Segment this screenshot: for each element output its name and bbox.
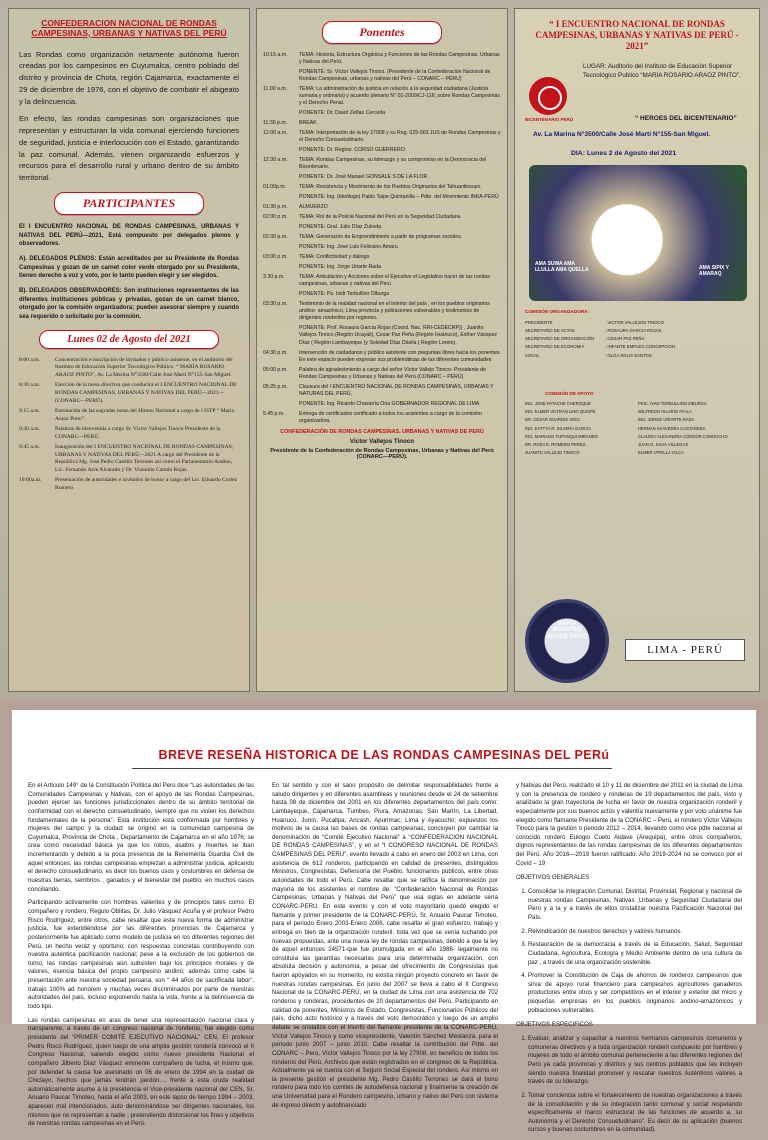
list-item: 1. Consolidar la integración Comunal, Distrital, Provincial, Regional y nacional de nuestras rondas Campesinas, Nativas ,Urbanas y Seguridad Ciudadana del Perú y a la y a través de ellos cristalizar nuestra Pacificación Nacional del País. <box>528 888 742 923</box>
history-column-1 <box>28 782 254 1134</box>
ponente-row <box>263 367 501 381</box>
history-column-3 <box>516 782 742 1140</box>
apoyo-member: JUANITO VALLEJO TINOCO <box>525 450 580 456</box>
ponente-text: TEMA: Resistencia y Movimiento de los Pueblos Originarios del Tahuantinsuyo. <box>299 184 482 191</box>
ponente-time <box>263 224 299 231</box>
schedule-text: Presentación de autoridades e invitados de honor a cargo del Lic. Eduardo Cortez Romero <box>55 477 238 492</box>
schedule-text: Entonación de las sagradas notas del Himno Nacional a cargo de l ISTP “ María Araoz Pinto”. <box>55 408 234 422</box>
ponente-time: 3.30 p.m. <box>263 274 285 281</box>
schedule-row <box>19 357 239 380</box>
ponente-text: TEMA: Conflictividad y diálogo <box>299 254 370 261</box>
schedule-time: 9:45 a.m. <box>19 444 40 451</box>
ponente-time <box>263 401 299 408</box>
ponente-text: BREAK <box>299 120 317 127</box>
ponente-row <box>263 401 501 408</box>
schedule-time: 8:30 a.m. <box>19 382 40 389</box>
ponente-time <box>263 147 299 154</box>
ponente-text: PONENTE: Dr. José Manuel GONSALE S DE LA FLOR . <box>299 174 431 181</box>
comision-member: : OLGA SOLIS SANTOS . <box>605 352 655 358</box>
apoyo-member: DR. ROSA E. ROMERO PEREZ. <box>525 441 587 447</box>
footer-president-name: Víctor Vallejos Tinoco <box>349 437 415 445</box>
comision-role: SECRETARIO DE ORGANIZACIÓN <box>525 336 595 342</box>
participantes-paragraph-1: El I ENCUENTRO NACIONAL DE RONDAS CAMPESINAS, URBANAS Y NATIVAS DEL PERÚ—2021, Está compuesto por delegados plenos y observadores. <box>19 223 239 248</box>
schedule-row <box>19 444 239 474</box>
ponente-time: 11:30 p.m. <box>263 120 288 127</box>
apoyo-list <box>525 400 751 457</box>
objetivos-generales-heading: OBJETIVOS GENERALES <box>516 874 590 882</box>
ponente-row <box>263 174 501 181</box>
ponente-text: PONENTE: Ing. Jorge Uriarte Rada <box>299 264 381 271</box>
list-item: 2. Tomar conciencia sobre el fortalecimiento de nuestras organizaciones a través de la consolidación y de su integración tanto comunal y social respetando específicamente el marco estructural de las funciones de acuerdo a, su Autonomía y el Derecho Consuetudinario”. Es decir de su aplicación (buenos cursos y buenas costumbres en la comunidad). <box>528 1092 742 1135</box>
schedule-text: Inauguración del I ENCUENTRO NACIONAL DE RONDAS CAMPESINAS, URBANAS Y NATIVAS DEL PERÚ—2021 A cargo del Presidente de la República Mg. José Pedro Castillo Terrones así como el Parlamentario Andino, Lic. Fernando Arce Alvarado y Dr. Vianuldo Camón Rojas. <box>55 444 234 473</box>
history-column-2 <box>272 782 498 1115</box>
ponente-row <box>263 120 501 127</box>
footer-president-role: Presidente de la Confederación de Rondas Campesinas, Urbanas y Nativas del Perú (CONARC—PERÚ). <box>270 447 494 460</box>
comision-list <box>525 319 751 360</box>
ponente-time: 11:00 a.m. <box>263 86 288 93</box>
panel-right <box>514 8 760 692</box>
venue-address: Av. La Marina N°3500/Calle José Martí N°155-San Miguel. <box>533 131 711 138</box>
apoyo-heading: COMISIÓN DE APOYO <box>545 391 594 396</box>
ponente-row <box>263 69 501 83</box>
history-card <box>12 710 756 1134</box>
ponente-row <box>263 274 501 288</box>
intro-paragraph-1: Las Rondas como organización netamente autónoma fueron creadas por los campesinos en Cuyumalca, centro poblado del distrito y provincia de Chota, región Cajamarca, exactamente el 29 de diciembre de 1976, con el objetivo de combatir el abigeato y la delincuencia. <box>19 49 239 106</box>
list-item: 3. Restauración de la democracia a través de la Educación, Salud, Seguridad Ciudadana, Agricultura, Ecología y Medio Ambiente dentro de una cultura de paz , a través de una organización sostenible. <box>528 941 742 967</box>
schedule-row <box>19 382 239 405</box>
participantes-heading: PARTICIPANTES <box>54 192 204 215</box>
comision-role: SECRETARIO DE ECONOMIA <box>525 344 585 350</box>
ponente-row <box>263 110 501 117</box>
ponente-time <box>263 110 299 117</box>
ponente-text: PONENTE: Ing. (Ideólogo) Pablo Taipe Quintanilla – Pdte. del Movimiento INKA-PERÚ <box>299 194 499 201</box>
ponente-text: TEMA: Generación de Emprendimiento a partir de programas sociales. <box>299 234 463 241</box>
ponente-text: PONENTE: Ing. Ricardo Chavarria Oria GOBERNADOR REGIONAL DE LIMA <box>299 400 480 407</box>
list-item: 1. Evaluar, analizar y capacitar a nuestros hermanos campesinos comuneros y comuneras directivos y a toda organización ronderil compuesto por hombres y mujeres de todo el ámbito comunal perteneciente a las diferentes regiones del Perú ya cada provincias y distritos y sus centros poblados que las incluyen siendo nuestra finalidad promover y rescatar nuestros Auténticos valores a través de su liderazgo. <box>528 1035 742 1087</box>
apoyo-member: ING. MARIANO YUPANQUI MIRANDO <box>525 433 598 439</box>
ponente-text: TEMA: Rol de la Policía Nacional del Perú en la Seguridad Ciudadana <box>299 214 461 221</box>
ponente-text: Palabra de agradecimiento a cargo del señor Víctor Vallejo Tinoco- Presidente de Rondas Campesinas y Urbanas y Nativas del Perú (CONARC – PERÚ) <box>299 366 487 380</box>
schedule-text: Concentración e inscripción de invitados y público asistente, en el auditorio del Instituto de Educación Superior Tecnológico Público. “ MARÍA ROSARIO ARAOZ PINTO”, Av. La Marina N°3500/Calle José Martí N°155-San Miguel. <box>55 356 233 378</box>
comision-member: : VICTOR VALLEJOS TINOCO <box>605 320 664 325</box>
ponente-row <box>263 214 501 221</box>
ponente-time <box>263 291 299 298</box>
apoyo-member: DR. CÉSAR GUARDIS VIGO. <box>525 417 581 423</box>
ponente-time: 01:00p.m. <box>263 184 287 191</box>
ponente-time <box>263 325 299 346</box>
comision-row <box>525 327 751 335</box>
ponente-time <box>263 69 299 83</box>
ponente-text: TEMA: Rondas Campesinas, su liderazgo y su compromiso en la Democracia del Bicentenario. <box>299 157 487 171</box>
bicentenario-logo-icon <box>529 77 567 115</box>
ponente-row <box>263 264 501 271</box>
schedule-row <box>19 408 239 423</box>
comision-row <box>525 343 751 351</box>
list-item: 2. Reivindicación de nuestros derechos y valores humanos. <box>528 928 742 937</box>
ponente-time: 03:00 p.m. <box>263 254 288 261</box>
comision-member: : ROSAURA GARCIA ROJAS <box>605 328 662 334</box>
ponente-row <box>263 325 501 346</box>
participantes-block <box>19 223 239 322</box>
footer-org-name: CONFEDERACIÓN DE RONDAS CAMPESINAS, URBANAS Y NATIVAS DE PERÚ <box>280 428 484 435</box>
objetivos-especificos-list <box>516 1035 742 1135</box>
ponente-text: TEMA: Articulación y Acciones sobre el Ejecutivo el Legislativo hacer de las rondas campesinas, urbanas y nativas del Perú <box>299 274 490 288</box>
schedule-row <box>19 426 239 441</box>
apoyo-member: ELMER UTRILLA VILCA <box>638 450 684 456</box>
ponente-row <box>263 157 501 171</box>
ponente-text: PONENTE: Prof. Rosaura García Rojas (Coord. Nac. RRI-CEDECRP)) , Juanito Vallejos Tinoco (Región Ucayali), Cesar Paz Peña (Región Huánuco), Esther Vásquez Díaz ( Región Lambayeque )y Soledad Díaz Dávila ( Región Loreto). <box>299 325 497 346</box>
comision-row <box>525 319 751 327</box>
institute-logo-icon <box>525 599 609 683</box>
comision-heading: COMISIÓN ORGANIZADORA: <box>525 309 590 314</box>
ponente-time: 05:00 p.m. <box>263 366 288 373</box>
ponente-row <box>263 204 501 211</box>
panel-left <box>8 8 250 692</box>
apoyo-member: JUAN G. SILVA VILLEGAS <box>638 441 689 447</box>
schedule-text: Palabras de bienvenida a cargo Sr. Víctor Vallejos Tinoco Presidente de la CONARC—PERÚ. <box>55 426 221 440</box>
ponentes-heading: Ponentes <box>322 21 442 44</box>
history-paragraph: En tal sentido y con el sano propósito de delimitar responsabilidades frente a saludo dirigentes y en diferentes asambleas y reuniones desde el 24 de setiembre hasta 08 de diciembre del 2001 en los diferentes departamentos del país como: Lambayeque, Cajamarca, Tumbes, Piura, Amazonas, San Martín, La Libertad, Huánuco, Junín, Pucallpa, Ancash, Apurímac, Lima y Ayacucho; expuestos los motivos de la causa las bases de rondas campesinas, concluyen por cambiar la denominación de “Comité Ejecutivo Nacional” a “CONFEDERACION NACIONAL DE RONDAS CAMPESINAS”, y en el “I CONGRESO NACIONAL DE RONDAS CAMPESINAS DEL PERÚ”, evento llevado a cabo en enero del 2003 en Lima, con asistencia de 612 ronderos, participando en calidad de presentes, distinguidos Ministros, Congresistas, Defensoría del Pueblo, funcionarios públicos, entre otras autoridades de todo el Perú. Cabe resaltar que se ratifica la denominación por mayoría de los asistentes el nombre de: “Confederación Nacional de Rondas Campesinas, Urbanas y Nativas del Perú” que usa siglas en adelante sería CONARC-PERU. En este evento y con el voto mayoritario quedó elegido el flamante y primer presidente de la CONARC-PERÚ, Sr. Anuario Paucar Timoteo, para el periodo Enero 2003-Enero 2006, cabe resaltar el gran esfuerzo, trabajo y entrega en bien de la organización ronderil, toda vez que se venía luchando por nuevas propuestas, ante una nueva ley de rondas campesinas, debido a que la ley de aquel entonces 24571-que fue promulgada en el año 1986- legalmente no constituía las garantías necesarias para una determinada organización, con absoluta decisión y autonomía, a pesar del ofrecimiento de Congresistas que fueron apoyados en su momento, no existía ningún proyecto concreto en favor de nuestras rondas campesinas. En junio del 2007 se lleva a cabo el II Congreso Nacional de la CONARC-PERÚ, en la ciudad de Lima con una asistencia de 702 ronderos y ronderas, procedentes de 20 departamentos del Perú. Participando en calidad de ponentes, Ministros de Estado, Congresistas, Funcionarios Públicos del país, dicho acto histórico y a través del voto democrático y luego de un amplio debate se cristaliza con el triunfo del flamante presidente de la CONARC-PERÚ, Víctor Vallejos Tinoco y como vicepresidente, Valentín Sánchez Mestanza, para el periodo junio 2007 – junio 2010. Cabe resaltar la contribución del Pdte. del CONARC – Perú, Víctor Vallejos Tinoco por la ley 27908, en beneficio de todos los ronderos del Perú. Archivos que están registrados en el congreso de la República. Actualmente ya se cuenta con el Seguro Social Especial del rondero. Así mismo en la presente gestión el presidente Mg. Pedro Castillo Terrones se dará el bono rondero para todo los comités de autodefensa nacional y finalmente la creación de una Universidad para el Rondero campesino, urbano y nativo del Perú con sistema de ingreso directo y autofinanciado <box>272 782 498 1109</box>
schedule-time: 9:30 a.m. <box>19 426 40 433</box>
ponente-time: 03:30 p.m. <box>263 301 288 308</box>
apoyo-member: PSIC. IVAN TERBULLINO ZIBURGA <box>638 401 707 406</box>
emblem-motto-right: AMA SIPIX Y AMARAQ <box>699 265 729 277</box>
panel1-title: CONFEDERACION NACIONAL DE RONDAS CAMPESINAS, URBANAS Y NATIVAS DEL PERÚ <box>31 18 227 38</box>
ponente-row <box>263 147 501 154</box>
schedule-text: Elección de la mesa directiva que conducirá el I ENCUENTRO NACIONAL DE RONDAS CAMPESINAS, URBANAS Y NATIVAS DEL PERÚ—2021— (CONARC—PERÚ). <box>55 382 237 404</box>
ponente-text: Intervención de ciudadanos y público asistente con preguntas libres hacia los ponentes. En este espacio pueden expresar sus problemáticas de las diferentes comunidades <box>299 349 501 363</box>
history-paragraph: En el Artículo 149° de la Constitución Política del Perú dice “Las autoridades de las Comunidades Campesinas y Nativas, con el apoyo de las Rondas Campesinas, pueden ejercer las funciones jurisdiccionales dentro de su ámbito territorial de conformidad con el derecho consuetudinario, siempre que no violen los derechos fundamentales de la persona”. Esta institución está conformada por hombres y mujeres del campo y la ciudad; se originó en la comunidad campesina de Cuyumalca, Provincia de Chota , Departamento de Cajamarca en el año 1976; se crea como necesidad básica ya que los robos, asaltos y muertes se iban incrementando y debido a la poca presencia de la Benemérita Guardia Civil de aquel entonces; las rondas campesinas empiezan a administrar justicia, aplicando el derecho consuetudinario, es decir los buenos usos y costumbres en defensa de nuestras tierras, sembríos , ganados y el bienestar del pueblo; en muchos casos conciliando. <box>28 782 254 893</box>
apoyo-member: WILFREDO HILARIO AYALA <box>638 409 692 415</box>
ponente-text: PONENTE: Sr. Víctor Vallejos Tinoco. (Presidente de la Confederación Nacional de Rondas Campesinas, urbanas y nativas del Perú – CONARC – PERU) <box>299 69 491 83</box>
intro-paragraph-2: En efecto, las rondas campesinas son organizaciones que representan y estructuran la vida comunal ejerciendo funciones de seguridad, justicia e interlocución con el Estado, garantizando la paz comunal. Además, vienen organizando esfuerzos y recursos para el desarrollo rural y urbano dentro de su ámbito territorial. <box>19 114 239 183</box>
ponente-text: Clausura del I ENCUENTRO NACIONAL DE RONDAS CAMPESINAS, URBANAS Y NATURAS DEL PERÚ, <box>299 383 494 397</box>
event-date: DIA: Lunes 2 de Agosto del 2021 <box>571 150 677 157</box>
ponente-text: PONENTE: Ps. Isidr Terbullino Olburga <box>299 291 390 298</box>
apoyo-member: ING. KATTYA R. SILVERA GARCIA <box>525 425 592 431</box>
history-paragraph: Participando activamente con hombres valientes y de principios tales como: El compañero y rondero, Regulo Oblitas, Dr. Julio Vásquez Acuña y el profesor Pedro Risco Rodríguez, entre otros, cabe resaltar que esta nueva forma de administrar justicia, fue extendiéndose por las diferentes provincias de Cajamarca y posteriormente fue aplicado como modelo de justicia en los diferentes regiones del Perú, un hecho veráz y oportuno; con respuestas concretas contribuyendo con nuestra auténtica pacificación nacional; pese a la exclusión de los gobiernos de turno, las rondas campesinas aún subsisten bajo los principios morales y de valores, esencia básica del propio campesino andino; además como cabe la presentación ante nuestra sociedad peruana, son “ 44 años de sacrificada labor”, trabajo 100% ad honorem y muchas veces discriminados por parte de nuestras autoridades del país, incluso exponiendo hasta la vida, frente a la delincuencia de todo tipo. <box>28 899 254 1011</box>
ponente-time: 05:25 p.m. <box>263 383 288 390</box>
ponente-text: Entrega de certificados certificado a todos los asistentes a cargo de la comisión organizadora. <box>299 410 482 424</box>
ponente-row <box>263 244 501 251</box>
ponente-text: ALMUERZO <box>299 204 328 211</box>
comision-member: : INFANTE EMPLEO CONCEPCION <box>605 344 675 350</box>
ponente-time: 10:15 a.m. <box>263 52 288 58</box>
comision-role: SECRETARIO DE ACTAS <box>525 328 575 334</box>
heroes-tagline: “ HEROES DEL BICENTENARIO” <box>635 115 737 122</box>
ponente-time: 02:30 p.m. <box>263 234 288 241</box>
schedule-time: 10:00a.m. <box>19 477 42 484</box>
ponente-time <box>263 244 299 251</box>
ponente-time: 12:30 a.m. <box>263 157 288 164</box>
ponente-row <box>263 291 501 298</box>
history-title: BREVE RESEÑA HISTORICA DE LAS RONDAS CAMPESINAS DEL PERú <box>158 748 610 762</box>
ponente-row <box>263 184 501 191</box>
ponente-text: PONENTE: Ing. José Luis Feliciano Amaru. <box>299 244 400 251</box>
comision-member: : CESAR PAZ PEÑA <box>605 336 645 342</box>
ponente-row <box>263 194 501 201</box>
conarc-emblem-image <box>529 165 747 301</box>
panel1-intro <box>19 49 239 184</box>
ponente-row <box>263 254 501 261</box>
ponente-text: Testimonio de la realidad nacional en el interior del país , en los pueblos originarios andino- amazónico, Lima provincia y poblaciones vulnerables y testimonios de dirigentes ronderiles por regiones. <box>299 301 490 322</box>
schedule-time: 8:00 a.m. <box>19 356 40 363</box>
ponente-row <box>263 52 501 66</box>
ponente-row <box>263 86 501 107</box>
ponente-row <box>263 384 501 398</box>
comision-row <box>525 352 751 360</box>
ponente-row <box>263 350 501 364</box>
ponente-row <box>263 224 501 231</box>
ponente-time: 5.45 p.m. <box>263 410 285 417</box>
morning-schedule <box>19 357 239 493</box>
ponente-time: 02:00 p.m. <box>263 214 288 221</box>
ponente-row <box>263 301 501 322</box>
ponente-row <box>263 234 501 241</box>
panel-middle <box>256 8 508 692</box>
schedule-row <box>19 477 239 492</box>
objetivos-generales-list <box>516 888 742 1015</box>
bicentenario-label: BICENTENARIO PERÚ <box>524 117 573 122</box>
ponente-row <box>263 411 501 425</box>
ponente-row <box>263 130 501 144</box>
participantes-paragraph-3: B). DELEGADOS OBSERVADORES: Son instituciones representantes de las diferentes instituciones públicas y privadas, gozan de un carnet blanco, otorgado por la comisión organizadora; pueden asesorar siempre y cuando sea requerido o solicitado por la comisión. <box>19 288 239 321</box>
apoyo-member: CLAUDIA ALEXANDRA CÓNDOR CONDUCHO <box>638 433 728 439</box>
comision-role: PRESIDENTE <box>525 320 553 325</box>
history-paragraph: Las rondas campesinas en aras de tener una representación nacional clara y transparente, a través de un congreso nacional de ronderos, fue elegido como presidente del “PRIMER COMITÉ EJECUTIVO NACIONAL” CEN. El profesor Pedro Risco Rodríguez, quien luego de una amplia gestión rondería convocó el II Congreso Nacional, saliendo elegido como nuevo presidente Nacional el compañero Jilberto Díaz Vásquez eminente compañero de lucha, el mismo que, por defender la causa fue asesinado un 06 de enero de 1994 en la ciudad de Chiclayo, hechos que jamás tendrán perdón..., frente a esta cruda realidad automáticamente asume a la presidencia el Vice-presidente nacional del CEN, Sr. Anuario Paucar Timoteo, hasta el año 2003, en este lapso de tiempo 1994 – 2003, aparecen mal intencionados, auto denominándose ser dirigentes nacionales, los mismos que no representan a nadie ; pretendiendo distorsionar los fines y objetivos de nuestras rondas campesinas en el Perú. <box>28 1016 254 1128</box>
title-divider <box>132 768 612 769</box>
ponente-text: TEMA: La administración de justicia en relación a la seguridad ciudadana (Justicia sumaria y ordinaria) y acuerdo plenario N° 01-2009/CJ-116; sobre Rondas Campesinas y el Derecho Penal. <box>299 86 500 107</box>
ponente-time <box>263 264 299 271</box>
objetivos-especificos-heading: OBJETIVOS ESPECIFICOS <box>516 1021 593 1029</box>
ponente-text: TEMA: Historia, Estructura Orgánica y Funciones de las Rondas Campesinas, Urbanas y Nativas del Perú. <box>299 52 500 66</box>
lunes-heading: Lunes 02 de Agosto del 2021 <box>39 330 219 349</box>
ponente-time: 04:30 p.m. <box>263 349 288 356</box>
emblem-motto-left: AMA SUWA AMA LLULLA AMA QUELLA <box>535 261 589 273</box>
comision-role: VOCAL <box>525 352 540 358</box>
event-title: “ I ENCUENTRO NACIONAL DE RONDAS CAMPESINAS, URBANAS Y NATIVAS DE PERÚ - 2021” <box>535 19 739 51</box>
institute-logo-text: MARIA ROSARIO ARAOZ PINTO <box>546 621 588 640</box>
ponentes-schedule <box>263 52 501 425</box>
ponente-text: PONENTE: Gral. Julio Díaz Zuloeta <box>299 224 382 231</box>
ponente-text: PONENTE: Dr. Regino. CORSO GUERRERO. <box>299 147 407 154</box>
location-label: LIMA - PERÚ <box>625 639 745 661</box>
comision-row <box>525 335 751 343</box>
apoyo-member: ING. ELMER VILTRAN LINO QUISPE <box>525 409 596 415</box>
list-item: 4. Promover la Constitución de Caja de ahorros de ronderos campesinos que sirva de apoyo rural financiero para campesinos agricultores ganaderos productores entre otros y ser competitivos en el interior y exterior del micro y pequeñas empresas en los pueblos originarios andino-amazónicos y poblaciones vulnerables. <box>528 972 742 1015</box>
venue-text: LUGAR: Auditorio del Instituto de Educación Superior Tecnológico Publico “MARIA ROSARIO ARAOZ PINTO”. <box>583 63 741 79</box>
ponente-time <box>263 174 299 181</box>
history-paragraph: y Nativas del Perú, realizado el 10 y 11 de diciembre del 2011 en la ciudad de Lima y con la presencia de rondero y ronderas de 19 departamentos del país, visto y analizado la gran trayectoria de lucha en favor de nuestra organización ronderil y especialmente por sus buenos actos y valentía nuevamente y por voto unánime fue elegido como flamante Presidente de la CONARC – Perú, el rondero Víctor Vallejos Tinoco para la gestión o periodo 2012 – 2014, llevando como vice pdte nacional al conocido rondero Eulogio Cueto Aldave (Arequipa), entre otros compañeros, dignos representantes de las rondas campesinas de los diferentes departamentos del Perú. Año 2016—2019 fueron ratificado. Año 2019-2024 no se convoco por el Covid – 19 <box>516 782 742 867</box>
ponente-text: TEMA: Interpretación de la ley 27908 y su Reg. 025-003 JUS de Rondas Campesinas y el Derecho Consuetudinario. <box>299 130 501 144</box>
ponente-time: 01:30 p.m. <box>263 204 288 211</box>
ponente-time <box>263 194 299 201</box>
schedule-time: 9:15 a.m. <box>19 408 40 415</box>
apoyo-member: HÉRNAN SAAVEDRA CASTAÑEDA <box>638 425 706 431</box>
apoyo-member: ING. JOSE PATACHE CHEROQUE <box>525 401 592 406</box>
participantes-paragraph-2: A). DELEGADOS PLENOS: Están acreditados por su Presidente de Rondas Campesinas y gozan de un carnet color verde otorgado por su Presidente, tienen derecho a voz y voto, por lo tanto pueden elegir y ser elegidos. <box>19 256 239 280</box>
apoyo-member: ING. JORGE URIARTE RADA <box>638 417 695 423</box>
ponente-text: PONENTE: Dr. David Zeñas Cerceda <box>299 110 386 117</box>
brochure-back <box>0 700 768 1134</box>
ponente-time: 12:00 a.m. <box>263 130 288 137</box>
